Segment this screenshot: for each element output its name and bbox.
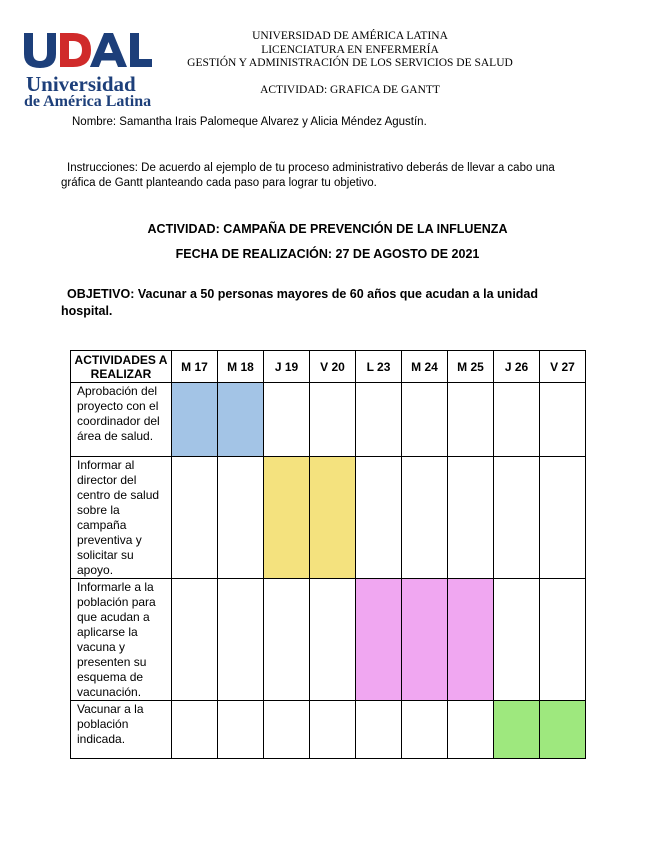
gantt-empty-cell xyxy=(310,383,356,457)
header-subject: GESTIÓN Y ADMINISTRACIÓN DE LOS SERVICIOS DE SALUD xyxy=(187,57,513,69)
gantt-empty-cell xyxy=(540,383,586,457)
gantt-empty-cell xyxy=(218,457,264,579)
gantt-empty-cell xyxy=(172,579,218,701)
gantt-empty-cell xyxy=(264,383,310,457)
gantt-activity-cell: Informarle a la población para que acudan a aplicarse la vacuna y presenten su esquema de vacunación. xyxy=(71,579,172,701)
gantt-empty-cell xyxy=(448,701,494,759)
gantt-empty-cell xyxy=(264,579,310,701)
logo-letter-l xyxy=(130,33,152,67)
gantt-activity-cell: Aprobación del proyecto con el coordinador del área de salud. xyxy=(71,383,172,457)
gantt-empty-cell xyxy=(494,457,540,579)
udal-logo xyxy=(22,30,162,110)
udal-logo-mark xyxy=(22,30,154,70)
gantt-empty-cell xyxy=(356,701,402,759)
header-activity: ACTIVIDAD: GRAFICA DE GANTT xyxy=(260,83,440,96)
activity-title: ACTIVIDAD: CAMPAÑA DE PREVENCIÓN DE LA INFLUENZA xyxy=(147,222,508,236)
gantt-bar-cell xyxy=(218,383,264,457)
gantt-bar-cell xyxy=(448,579,494,701)
student-names: Nombre: Samantha Irais Palomeque Alvarez y Alicia Méndez Agustín. xyxy=(72,116,427,128)
logo-line-1: Universidad xyxy=(26,72,136,96)
gantt-empty-cell xyxy=(494,383,540,457)
gantt-bar-cell xyxy=(310,457,356,579)
gantt-bar-cell xyxy=(494,701,540,759)
gantt-empty-cell xyxy=(494,579,540,701)
header-degree: LICENCIATURA EN ENFERMERÍA xyxy=(261,43,439,56)
objective: OBJETIVO: Vacunar a 50 personas mayores de 60 años que acudan a la unidad hospital. xyxy=(61,287,539,318)
gantt-empty-cell xyxy=(356,383,402,457)
gantt-empty-cell xyxy=(172,457,218,579)
gantt-empty-cell xyxy=(402,701,448,759)
gantt-day-header: J 19 xyxy=(264,351,310,383)
gantt-bar-cell xyxy=(356,579,402,701)
gantt-row xyxy=(71,701,586,759)
gantt-day-header: M 18 xyxy=(218,351,264,383)
logo-letter-u xyxy=(24,33,56,68)
gantt-header-row xyxy=(71,351,586,383)
gantt-empty-cell xyxy=(218,701,264,759)
gantt-day-header: M 25 xyxy=(448,351,494,383)
instructions: Instrucciones: De acuerdo al ejemplo de tu proceso administrativo deberás de llevar a cabo una gráfica de Gantt planteando cada paso para lograr tu objetivo. xyxy=(61,162,555,189)
gantt-empty-cell xyxy=(310,579,356,701)
gantt-empty-cell xyxy=(310,701,356,759)
gantt-day-header: V 27 xyxy=(540,351,586,383)
document-header xyxy=(160,30,540,97)
gantt-bar-cell xyxy=(402,579,448,701)
gantt-empty-cell xyxy=(218,579,264,701)
logo-line-2: de América Latina xyxy=(24,93,152,110)
logo-letter-d xyxy=(60,33,91,67)
gantt-empty-cell xyxy=(402,457,448,579)
gantt-activity-cell: Vacunar a la población indicada. xyxy=(71,701,172,759)
gantt-bar-cell xyxy=(540,701,586,759)
gantt-empty-cell xyxy=(172,701,218,759)
gantt-header-activity: ACTIVIDADES A REALIZAR xyxy=(71,351,172,383)
gantt-empty-cell xyxy=(356,457,402,579)
gantt-bar-cell xyxy=(264,457,310,579)
gantt-row xyxy=(71,579,586,701)
gantt-empty-cell xyxy=(448,457,494,579)
date-title: FECHA DE REALIZACIÓN: 27 DE AGOSTO DE 2021 xyxy=(175,247,480,261)
gantt-empty-cell xyxy=(540,457,586,579)
gantt-row xyxy=(71,383,586,457)
gantt-day-header: V 20 xyxy=(310,351,356,383)
gantt-day-header: M 24 xyxy=(402,351,448,383)
gantt-empty-cell xyxy=(448,383,494,457)
gantt-day-header: L 23 xyxy=(356,351,402,383)
gantt-day-header: J 26 xyxy=(494,351,540,383)
gantt-empty-cell xyxy=(402,383,448,457)
gantt-empty-cell xyxy=(264,701,310,759)
gantt-activity-cell: Informar al director del centro de salud sobre la campaña preventiva y solicitar su apoyo. xyxy=(71,457,172,579)
gantt-bar-cell xyxy=(172,383,218,457)
logo-letter-a xyxy=(90,33,127,67)
gantt-day-header: M 17 xyxy=(172,351,218,383)
gantt-empty-cell xyxy=(540,579,586,701)
header-university: UNIVERSIDAD DE AMÉRICA LATINA xyxy=(252,30,448,42)
gantt-row xyxy=(71,457,586,579)
gantt-table xyxy=(70,350,586,759)
